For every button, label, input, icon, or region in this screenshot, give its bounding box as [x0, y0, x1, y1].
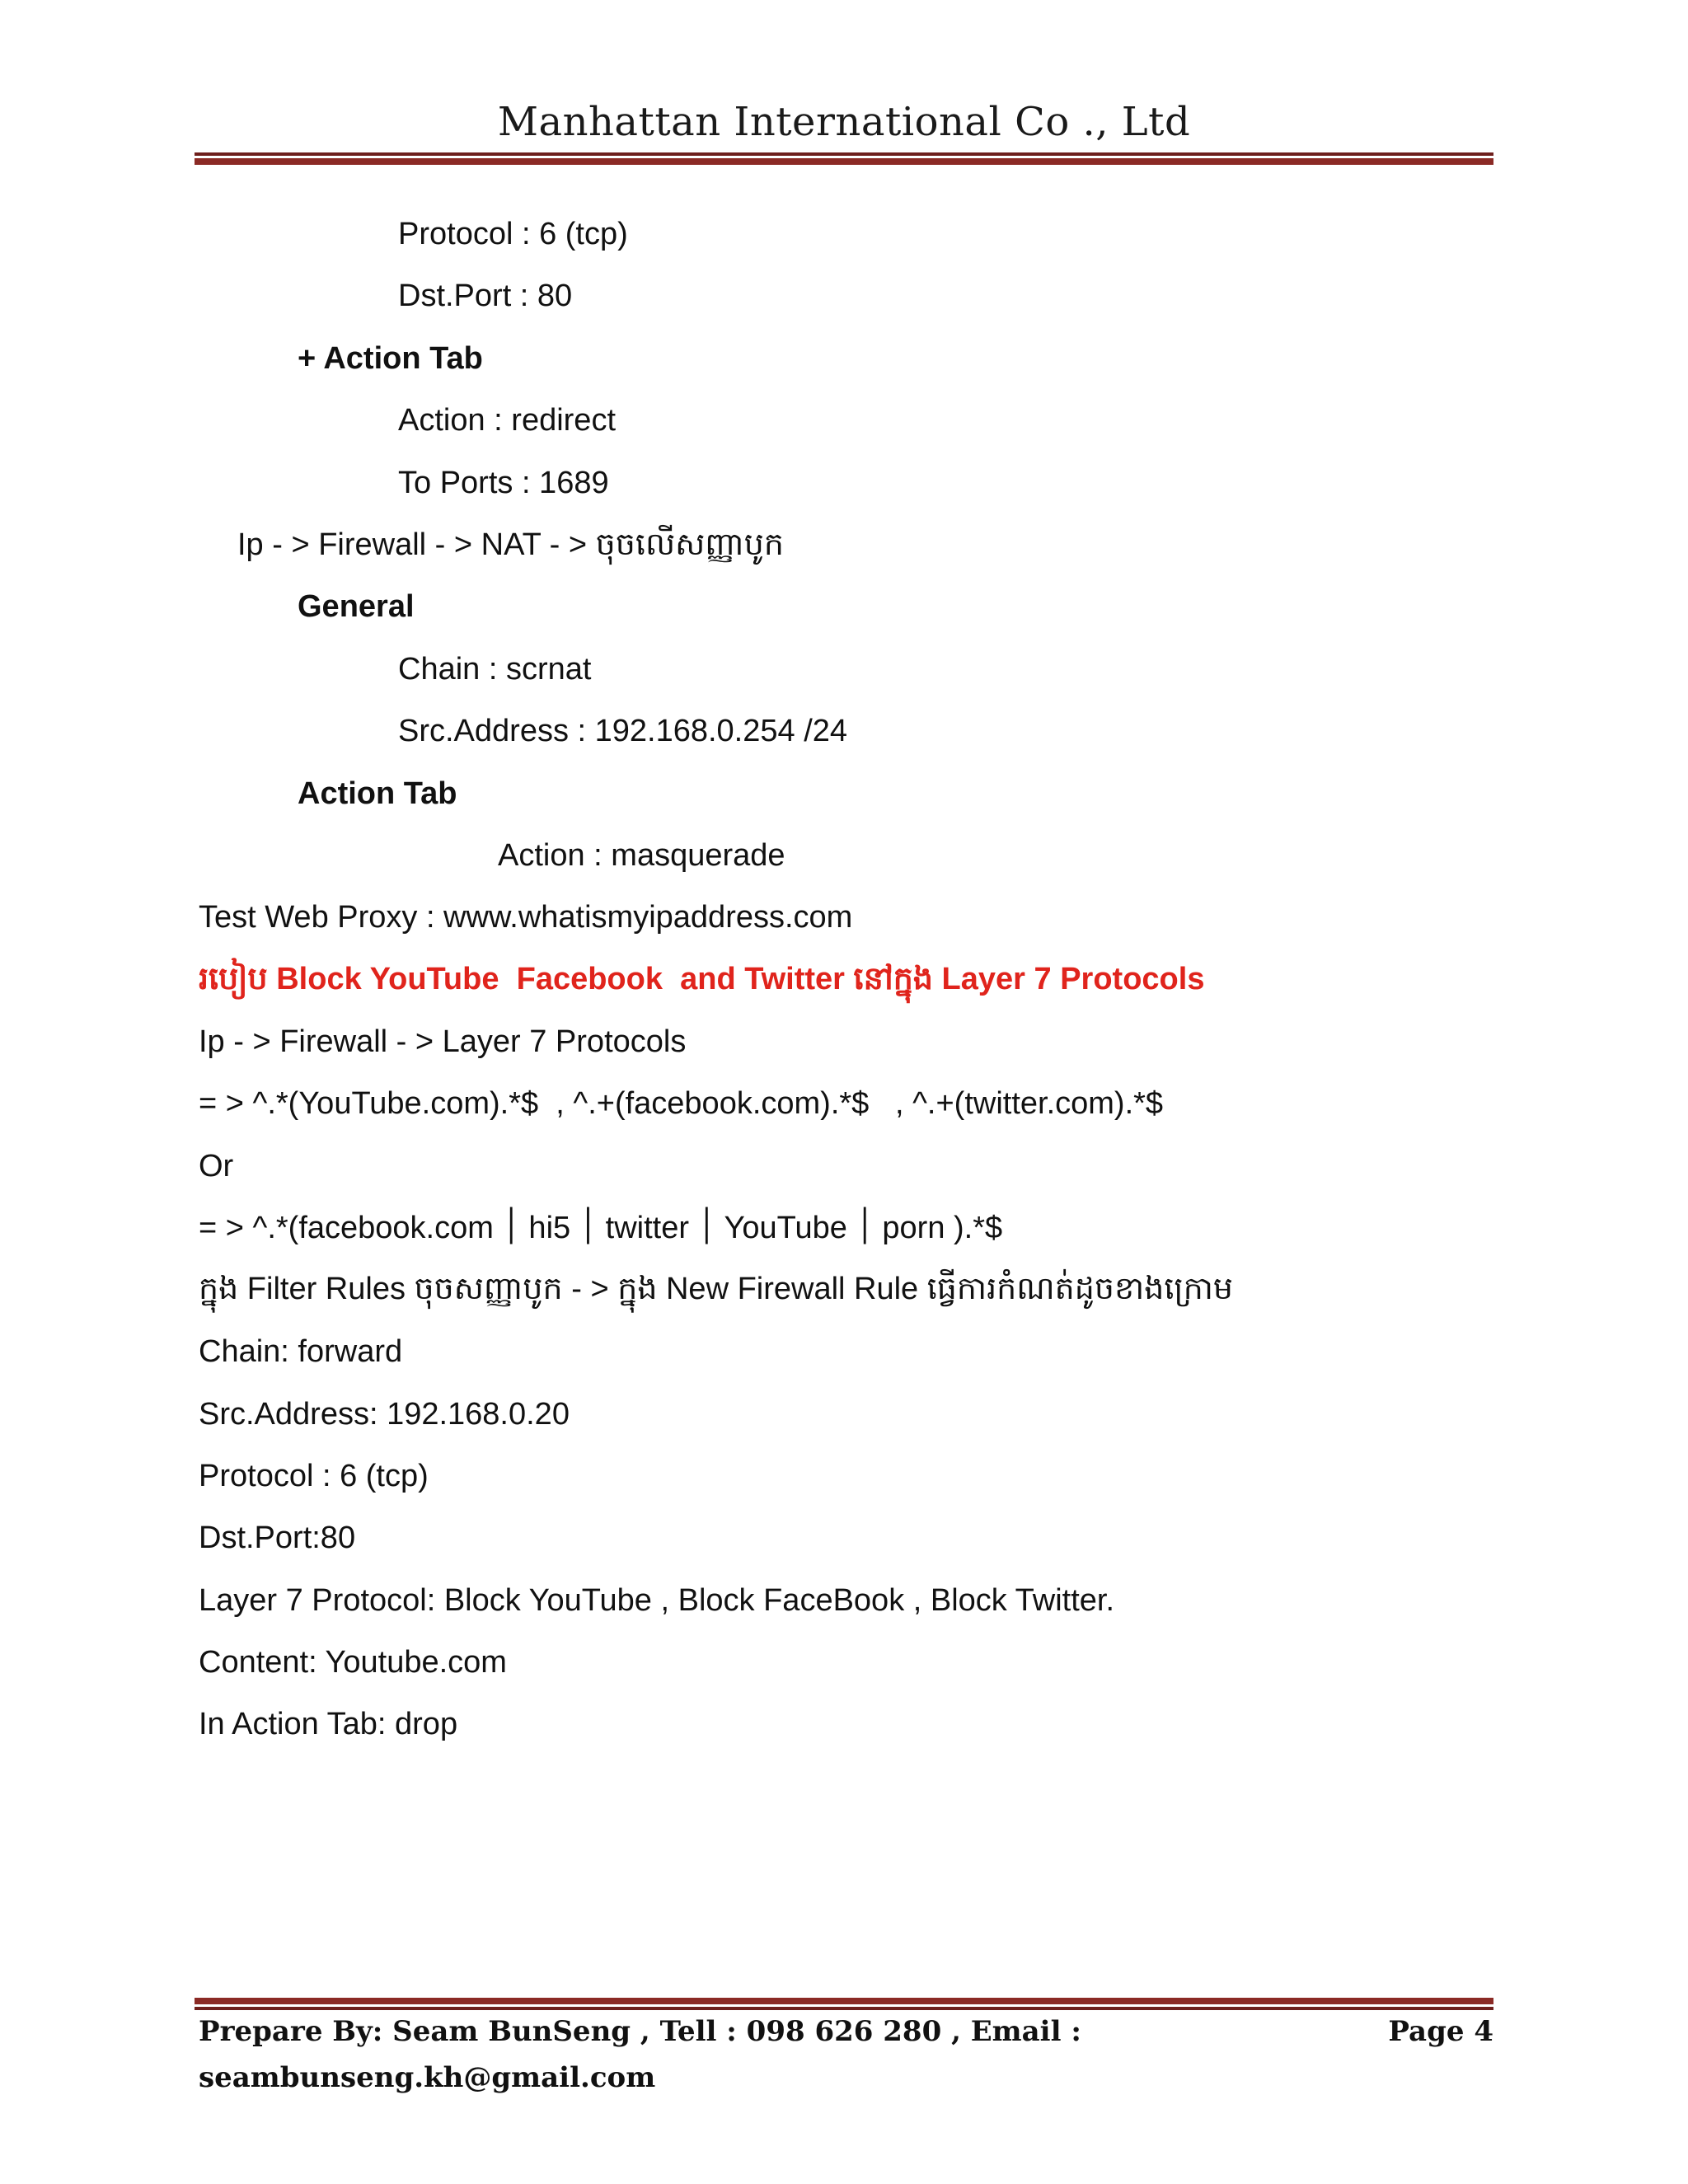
- body-line: Src.Address : 192.168.0.254 /24: [398, 714, 848, 748]
- red-heading: របៀប Block YouTube Facebook and Twitter នៅក្នុង Layer 7 Protocols: [199, 962, 1205, 996]
- body-line: Protocol : 6 (tcp): [199, 1459, 429, 1493]
- body-line: Content: Youtube.com: [199, 1645, 507, 1680]
- body-line: In Action Tab: drop: [199, 1707, 458, 1741]
- body-line: Protocol : 6 (tcp): [398, 217, 628, 251]
- body-line: = > ^.*(YouTube.com).*$ , ^.+(facebook.com).*$ , ^.+(twitter.com).*$: [199, 1086, 1164, 1121]
- body-line: Action : masquerade: [498, 838, 785, 873]
- footer-credit: Prepare By: Seam BunSeng , Tell : 098 626 280 , Email : seambunseng.kh@gmail.com: [199, 2015, 1081, 2094]
- body-line: Chain : scrnat: [398, 652, 592, 687]
- body-line: Action : redirect: [398, 403, 616, 438]
- header-title: Manhattan International Co ., Ltd: [497, 99, 1191, 145]
- body-line: Src.Address: 192.168.0.20: [199, 1397, 570, 1432]
- body-line: Chain: forward: [199, 1334, 403, 1369]
- section-heading: General: [298, 589, 415, 624]
- body-line: Ip - > Firewall - > Layer 7 Protocols: [199, 1024, 687, 1059]
- page-number: Page 4: [1388, 2015, 1493, 2048]
- body-line: Layer 7 Protocol: Block YouTube , Block FaceBook , Block Twitter.: [199, 1583, 1115, 1618]
- body-line: ក្នុង Filter Rules ចុចសញ្ញាបូក - > ក្នុង New Firewall Rule ធ្វើការកំណត់ដូចខាងក្រោម: [199, 1272, 1234, 1306]
- body-line: Dst.Port : 80: [398, 279, 573, 313]
- section-heading: Action Tab: [298, 776, 457, 811]
- header-rule: [195, 152, 1493, 165]
- body-line: Or: [199, 1149, 234, 1183]
- body-line: Test Web Proxy : www.whatismyipaddress.com: [199, 900, 853, 935]
- body-line: To Ports : 1689: [398, 466, 609, 500]
- footer: [199, 2008, 1493, 2094]
- body-line: = > ^.*(facebook.com ׀ hi5 ׀ twitter ׀ YouTube ׀ porn ).*$: [199, 1211, 1003, 1245]
- section-heading: + Action Tab: [298, 341, 483, 376]
- body-line: Dst.Port:80: [199, 1521, 356, 1555]
- body-line: Ip - > Firewall - > NAT - > ចុចលើសញ្ញាបូក: [237, 527, 785, 562]
